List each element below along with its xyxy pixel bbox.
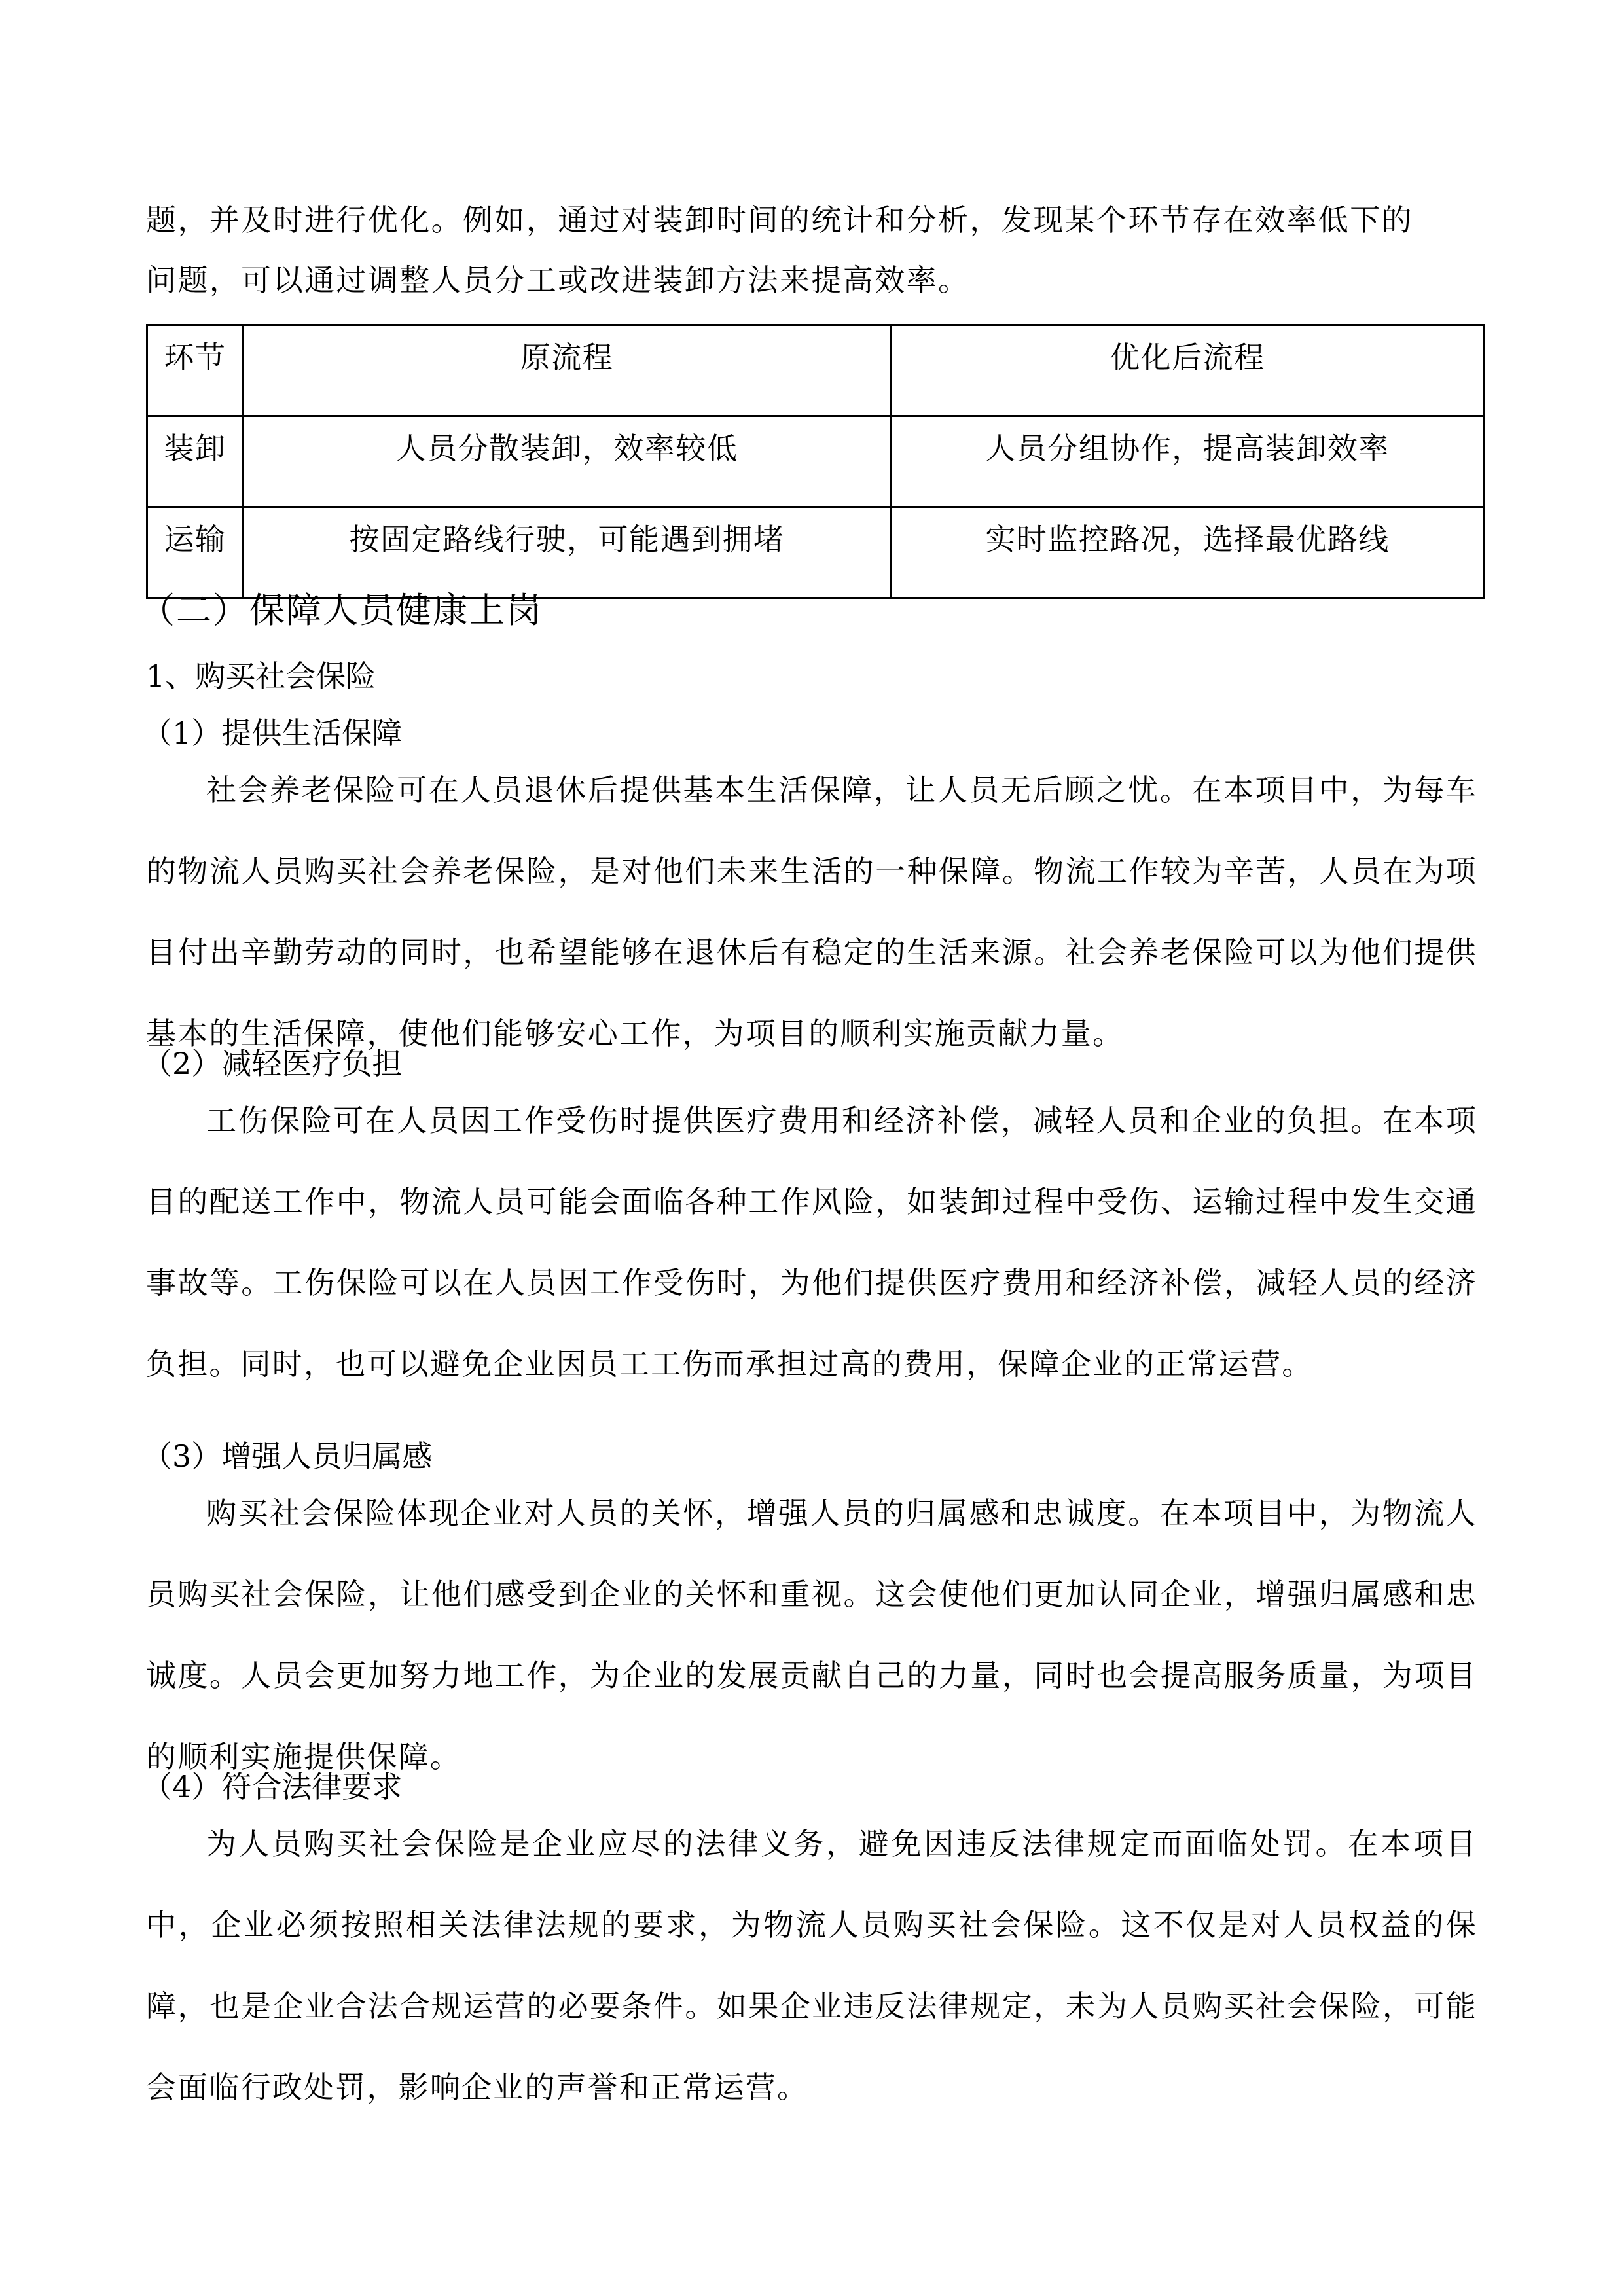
table-header-stage: 环节	[147, 325, 244, 416]
table-row	[147, 416, 1485, 507]
table-cell-original: 按固定路线行驶，可能遇到拥堵	[244, 507, 891, 598]
table-cell-stage: 运输	[147, 507, 244, 598]
table-header-optimized: 优化后流程	[891, 325, 1485, 416]
subsection-title: 1、购买社会保险	[146, 658, 376, 694]
table-cell-stage: 装卸	[147, 416, 244, 507]
table-cell-optimized: 人员分组协作，提高装卸效率	[891, 416, 1485, 507]
item-heading-3: （3）增强人员归属感	[142, 1439, 433, 1474]
item-heading-1: （1）提供生活保障	[142, 715, 403, 751]
item-body-1: 社会养老保险可在人员退休后提供基本生活保障，让人员无后顾之忧。在本项目中，为每车的物流人员购买社会养老保险，是对他们未来生活的一种保障。物流工作较为辛苦，人员在为项目付出辛勤劳动的同时，也希望能够在退休后有稳定的生活来源。社会养老保险可以为他们提供基本的生活保障，使他们能够安心工作，为项目的顺利实施贡献力量。	[146, 772, 1477, 1051]
item-body-4: 为人员购买社会保险是企业应尽的法律义务，避免因违反法律规定而面临处罚。在本项目中，企业必须按照相关法律法规的要求，为物流人员购买社会保险。这不仅是对人员权益的保障，也是企业合法合规运营的必要条件。如果企业违反法律规定，未为人员购买社会保险，可能会面临行政处罚，影响企业的声誉和正常运营。	[146, 1826, 1477, 2105]
item-body-3: 购买社会保险体现企业对人员的关怀，增强人员的归属感和忠诚度。在本项目中，为物流人员购买社会保险，让他们感受到企业的关怀和重视。这会使他们更加认同企业，增强归属感和忠诚度。人员会更加努力地工作，为企业的发展贡献自己的力量，同时也会提高服务质量，为项目的顺利实施提供保障。	[146, 1496, 1477, 1774]
item-body-2: 工伤保险可在人员因工作受伤时提供医疗费用和经济补偿，减轻人员和企业的负担。在本项目的配送工作中，物流人员可能会面临各种工作风险，如装卸过程中受伤、运输过程中发生交通事故等。工伤保险可以在人员因工作受伤时，为他们提供医疗费用和经济补偿，减轻人员的经济负担。同时，也可以避免企业因员工工伤而承担过高的费用，保障企业的正常运营。	[146, 1103, 1477, 1382]
table-cell-optimized: 实时监控路况，选择最优路线	[891, 507, 1485, 598]
intro-line-1: 题，并及时进行优化。例如，通过对装卸时间的统计和分析，发现某个环节存在效率低下的	[146, 202, 1413, 238]
table-header-row	[147, 325, 1485, 416]
section-title: （二）保障人员健康上岗	[139, 590, 543, 631]
table-header-original: 原流程	[244, 325, 891, 416]
table-row	[147, 507, 1485, 598]
table-cell-original: 人员分散装卸，效率较低	[244, 416, 891, 507]
item-heading-2: （2）减轻医疗负担	[142, 1046, 403, 1081]
item-heading-4: （4）符合法律要求	[142, 1769, 403, 1804]
intro-line-2: 问题，可以通过调整人员分工或改进装卸方法来提高效率。	[146, 262, 970, 298]
process-comparison-table	[146, 324, 1485, 599]
